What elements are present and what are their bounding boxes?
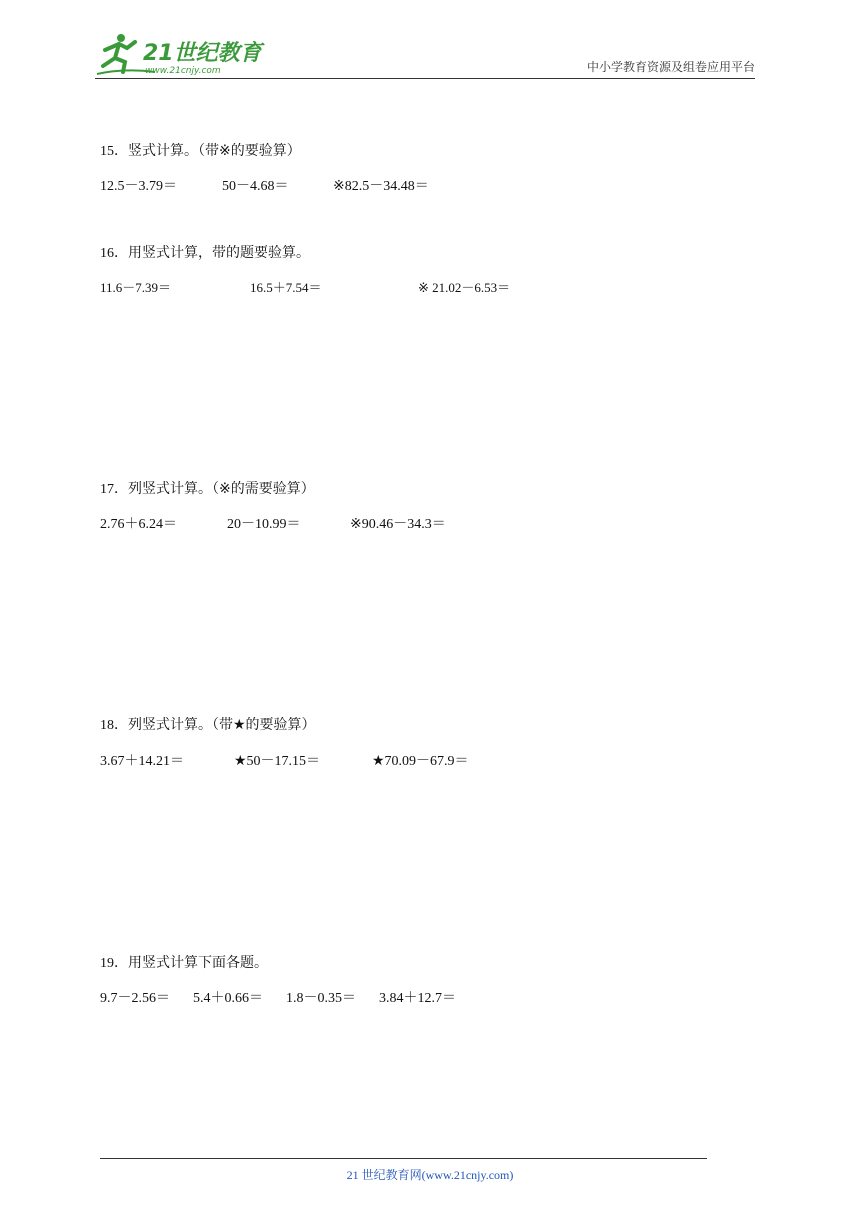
question-17-title: 17．列竖式计算。（※的需要验算） [100, 481, 315, 497]
logo-text: 21世纪教育 [143, 41, 262, 66]
question-18-title: 18．列竖式计算。（带★的要验算） [100, 717, 316, 733]
q18-item-2: ★50－17.15＝ [234, 754, 321, 769]
q15-item-1: 12.5－3.79＝ [100, 179, 177, 194]
q17-item-1: 2.76＋6.24＝ [100, 517, 177, 532]
footer-divider [100, 1158, 707, 1159]
q18-item-1: 3.67＋14.21＝ [100, 754, 184, 769]
q15-item-3: ※82.5－34.48＝ [333, 179, 429, 194]
question-19-title: 19．用竖式计算下面各题。 [100, 955, 268, 971]
q19-item-4: 3.84＋12.7＝ [379, 991, 456, 1006]
q16-item-1: 11.6－7.39＝ [100, 280, 172, 295]
q17-item-2: 20－10.99＝ [227, 517, 301, 532]
footer-link[interactable]: 21 世纪教育网(www.21cnjy.com) [346, 1168, 514, 1182]
question-15-title: 15．竖式计算。（带※的要验算） [100, 143, 301, 159]
runner-logo-icon [95, 30, 270, 78]
question-16-title: 16．用竖式计算，带的题要验算。 [100, 245, 310, 261]
page-header [95, 30, 755, 79]
q15-item-2: 50－4.68＝ [222, 179, 289, 194]
q18-item-3: ★70.09－67.9＝ [372, 754, 469, 769]
q16-item-2: 16.5＋7.54＝ [250, 280, 322, 295]
platform-tagline: 中小学教育资源及组卷应用平台 [586, 60, 755, 74]
q19-item-1: 9.7－2.56＝ [100, 991, 170, 1006]
q19-item-2: 5.4＋0.66＝ [193, 991, 263, 1006]
q16-item-3: ※ 21.02－6.53＝ [418, 280, 511, 295]
q19-item-3: 1.8－0.35＝ [286, 991, 356, 1006]
site-logo[interactable] [95, 30, 270, 78]
q17-item-3: ※90.46－34.3＝ [350, 517, 446, 532]
logo-url-text: www.21cnjy.com [145, 66, 221, 76]
